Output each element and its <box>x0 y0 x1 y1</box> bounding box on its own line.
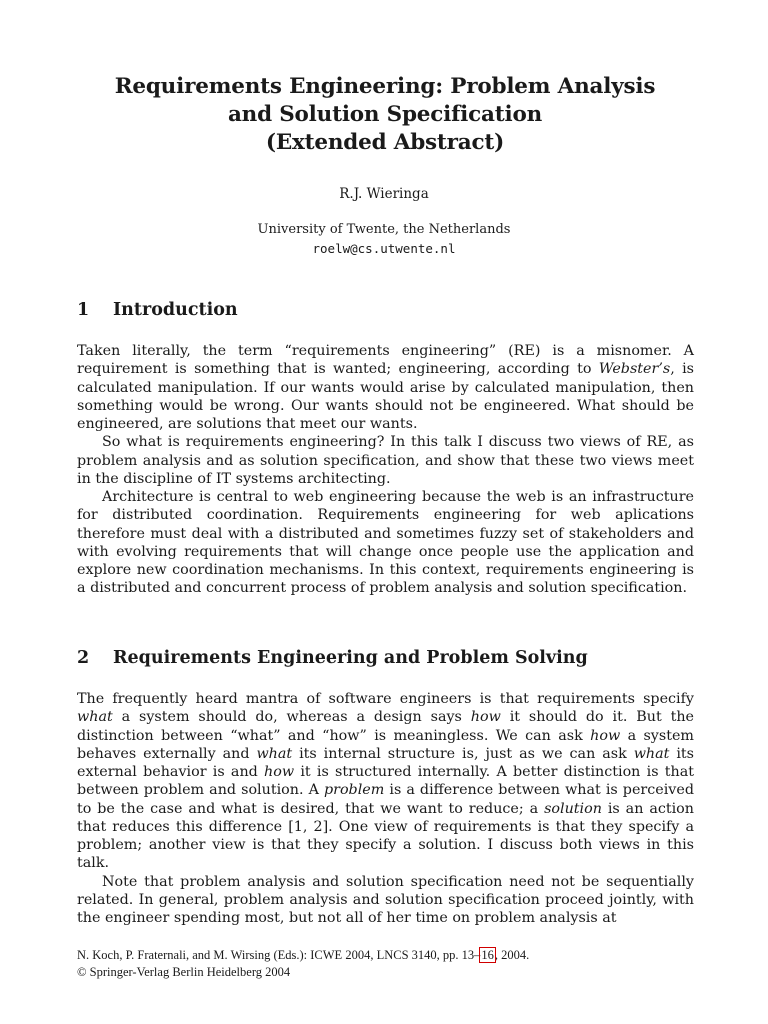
text-run: is an action that reduces this difference [1, 2]. One view of requirements is that they specify a problem; another view is that they specify a solution. I discuss both views in this talk. <box>77 800 694 872</box>
text-run: its external behavior is and <box>77 745 694 780</box>
author-email: roelw@cs.utwente.nl <box>312 241 456 256</box>
emphasis-text: how <box>470 709 501 726</box>
citation-text: N. Koch, P. Fraternali, and M. Wirsing (Eds.): ICWE 2004, LNCS 3140, pp. 13– <box>77 948 481 962</box>
paragraph <box>77 488 694 598</box>
section-body-problem-solving <box>77 690 694 927</box>
title-line: and Solution Specification <box>227 102 543 127</box>
citation-line <box>77 947 697 964</box>
title-line: (Extended Abstract) <box>265 130 505 155</box>
text-run: Taken literally, the term “requirements engineering” (RE) is a misnomer. A requirement is something that is wanted; engineering, according to <box>77 343 694 378</box>
text-run: is a difference between what is perceived to be the case and what is desired, that we want to reduce; a <box>77 782 694 817</box>
section-heading-problem-solving <box>77 648 588 668</box>
text-run: a system should do, whereas a design says <box>112 709 471 726</box>
section-number: 1 <box>77 300 90 320</box>
text-run: Architecture is central to web engineering because the web is an infrastructure for distributed coordination. Requirements engineering for web aplications therefore must deal with a distributed and sometimes fuzzy set of stakeholders and with evolving requirements that will change once people use the application and explore new coordination mechanisms. In this context, requirements engineering is a distributed and concurrent process of problem analysis and solution specification. <box>77 489 694 597</box>
emphasis-text: what <box>77 709 113 726</box>
section-heading-introduction <box>77 300 238 320</box>
emphasis-text: Webster’s <box>598 361 671 378</box>
text-run: a system behaves externally and <box>77 727 694 762</box>
section-title: Requirements Engineering and Problem Solving <box>113 648 588 668</box>
page-link[interactable]: 16 <box>481 948 494 962</box>
text-run: , is calculated manipulation. If our wants would arise by calculated manipulation, then something would be wrong. Our wants should not be engineered. What should be engineered, are solutions that meet our wants. <box>77 361 694 432</box>
emphasis-text: what <box>256 745 293 762</box>
title-line: Requirements Engineering: Problem Analysis <box>114 74 656 99</box>
author-name: R.J. Wieringa <box>339 186 429 202</box>
footnote-citation <box>77 947 697 981</box>
section-title: Introduction <box>113 300 238 320</box>
citation-year: , 2004. <box>494 948 530 962</box>
text-run: its internal structure is, just as we can ask <box>292 745 634 762</box>
section-number: 2 <box>77 648 90 668</box>
emphasis-text: how <box>264 764 295 780</box>
copyright-line: © Springer-Verlag Berlin Heidelberg 2004 <box>77 965 291 979</box>
text-run: So what is requirements engineering? In this talk I discuss two views of RE, as problem analysis and as solution specification, and show that these two views meet in the discipline of IT systems architecting. <box>77 434 694 487</box>
emphasis-text: solution <box>544 800 602 817</box>
paragraph <box>77 433 694 488</box>
emphasis-text: problem <box>323 782 385 799</box>
author-affiliation-block <box>0 220 768 258</box>
section-body-introduction <box>77 342 694 598</box>
paragraph <box>77 690 694 873</box>
text-run: Note that problem analysis and solution specification need not be sequentially related. In general, problem analysis and solution specification proceed jointly, with the engineer spending most, but not all of her time on problem analysis at <box>77 873 694 926</box>
paragraph <box>77 873 694 928</box>
emphasis-text: what <box>633 745 670 762</box>
paper-title <box>60 73 710 157</box>
emphasis-text: how <box>590 727 621 744</box>
affiliation: University of Twente, the Netherlands <box>257 222 511 237</box>
text-run: The frequently heard mantra of software engineers is that requirements specify <box>77 691 694 707</box>
text-run: it is structured internally. A better distinction is that between problem and solution. A <box>77 764 694 799</box>
paragraph <box>77 342 694 433</box>
text-run: it should do it. But the distinction between “what” and “how” is meaningless. We can ask <box>77 709 694 744</box>
